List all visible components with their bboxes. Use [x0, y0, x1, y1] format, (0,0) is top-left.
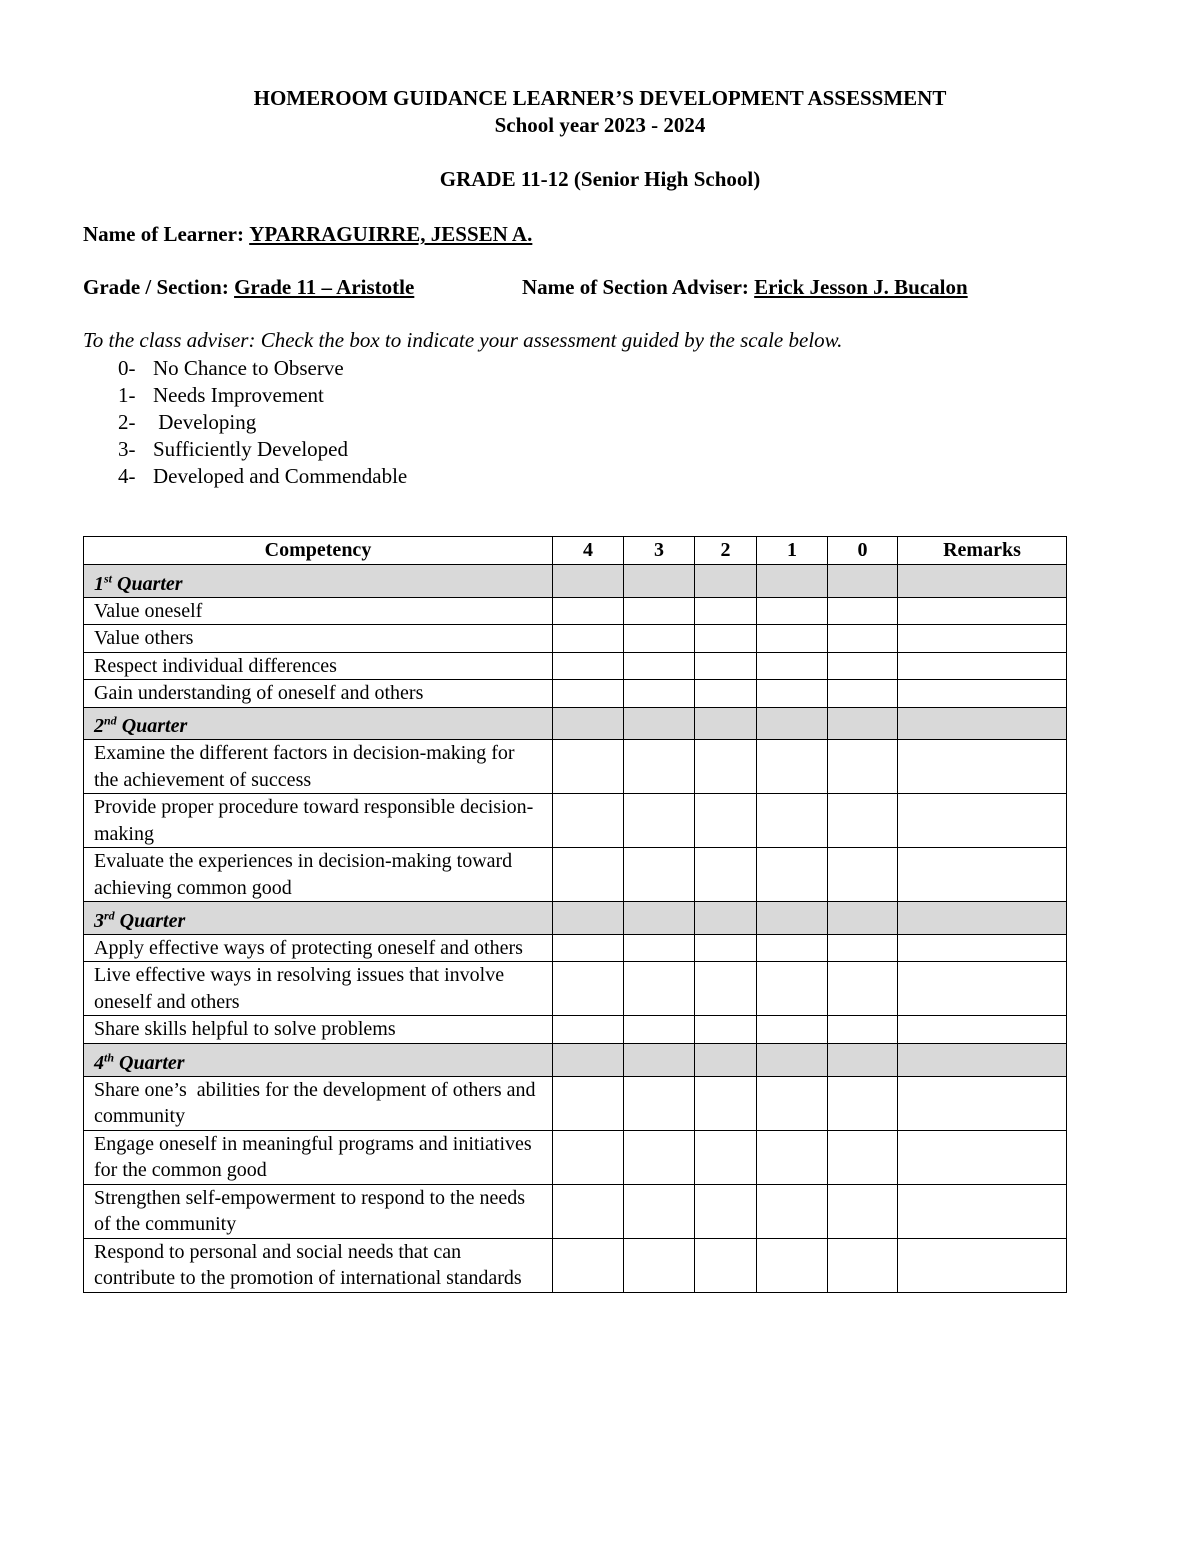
table-row — [84, 1076, 1067, 1130]
rating-checkbox-cell-0[interactable] — [828, 1184, 898, 1238]
quarter-empty-cell — [757, 565, 828, 598]
quarter-heading — [94, 715, 187, 737]
rating-checkbox-cell-4[interactable] — [553, 1238, 624, 1292]
quarter-text: Quarter — [112, 572, 183, 595]
quarter-empty-cell — [898, 1043, 1067, 1076]
rating-checkbox-cell-0[interactable] — [828, 848, 898, 902]
instructions: To the class adviser: Check the box to indicate your assessment guided by the scale below. — [83, 328, 843, 352]
rating-checkbox-cell-1[interactable] — [757, 740, 828, 794]
header-competency: Competency — [84, 537, 553, 565]
rating-checkbox-cell-3[interactable] — [624, 848, 695, 902]
rating-checkbox-cell-4[interactable] — [553, 597, 624, 625]
quarter-label — [84, 902, 553, 935]
remarks-cell[interactable] — [898, 934, 1067, 962]
quarter-empty-cell — [757, 1043, 828, 1076]
rating-checkbox-cell-2[interactable] — [695, 625, 757, 653]
rating-checkbox-cell-3[interactable] — [624, 625, 695, 653]
rating-checkbox-cell-0[interactable] — [828, 1076, 898, 1130]
table-row — [84, 680, 1067, 708]
quarter-row — [84, 565, 1067, 598]
quarter-ordinal: 3 — [94, 909, 104, 932]
rating-checkbox-cell-4[interactable] — [553, 1016, 624, 1044]
quarter-empty-cell — [898, 565, 1067, 598]
competency-cell: Apply effective ways of protecting oneself and others — [84, 934, 553, 962]
school-year: School year 2023 - 2024 — [494, 113, 706, 137]
rating-checkbox-cell-1[interactable] — [757, 1238, 828, 1292]
quarter-row — [84, 1043, 1067, 1076]
scale-label: No Chance to Observe — [153, 356, 344, 380]
competency-cell: Engage oneself in meaningful programs and initiatives for the common good — [84, 1130, 553, 1184]
document-title: HOMEROOM GUIDANCE LEARNER’S DEVELOPMENT ASSESSMENT — [253, 86, 947, 110]
rating-checkbox-cell-2[interactable] — [695, 1076, 757, 1130]
quarter-empty-cell — [553, 1043, 624, 1076]
rating-checkbox-cell-3[interactable] — [624, 1238, 695, 1292]
rating-checkbox-cell-4[interactable] — [553, 934, 624, 962]
rating-checkbox-cell-1[interactable] — [757, 962, 828, 1016]
scale-number: 1- — [118, 383, 136, 407]
remarks-cell[interactable] — [898, 652, 1067, 680]
table-row — [84, 1016, 1067, 1044]
header-rating-0: 0 — [828, 537, 898, 565]
header-rating-2: 2 — [695, 537, 757, 565]
rating-checkbox-cell-2[interactable] — [695, 597, 757, 625]
rating-checkbox-cell-0[interactable] — [828, 962, 898, 1016]
remarks-cell[interactable] — [898, 625, 1067, 653]
rating-checkbox-cell-3[interactable] — [624, 1016, 695, 1044]
rating-checkbox-cell-3[interactable] — [624, 1076, 695, 1130]
scale-item — [118, 463, 407, 490]
remarks-cell[interactable] — [898, 794, 1067, 848]
rating-checkbox-cell-4[interactable] — [553, 1076, 624, 1130]
quarter-text: Quarter — [116, 715, 188, 738]
quarter-empty-cell — [624, 902, 695, 935]
scale-item — [118, 436, 407, 463]
adviser-value: Erick Jesson J. Bucalon — [754, 275, 968, 299]
remarks-cell[interactable] — [898, 740, 1067, 794]
rating-checkbox-cell-1[interactable] — [757, 652, 828, 680]
rating-checkbox-cell-2[interactable] — [695, 1130, 757, 1184]
remarks-cell[interactable] — [898, 962, 1067, 1016]
table-row — [84, 740, 1067, 794]
competency-cell: Respect individual differences — [84, 652, 553, 680]
scale-number: 0- — [118, 356, 136, 380]
table-row — [84, 794, 1067, 848]
table-row — [84, 652, 1067, 680]
quarter-label — [84, 707, 553, 740]
rating-checkbox-cell-2[interactable] — [695, 1184, 757, 1238]
grade-level: GRADE 11-12 (Senior High School) — [439, 167, 761, 191]
table-row — [84, 962, 1067, 1016]
rating-checkbox-cell-0[interactable] — [828, 597, 898, 625]
rating-checkbox-cell-1[interactable] — [757, 794, 828, 848]
quarter-empty-cell — [757, 902, 828, 935]
rating-checkbox-cell-3[interactable] — [624, 740, 695, 794]
rating-checkbox-cell-2[interactable] — [695, 848, 757, 902]
quarter-empty-cell — [757, 707, 828, 740]
rating-checkbox-cell-2[interactable] — [695, 1016, 757, 1044]
quarter-label — [84, 565, 553, 598]
section-label: Grade / Section: — [83, 275, 229, 299]
table-row — [84, 625, 1067, 653]
competency-cell: Value others — [84, 625, 553, 653]
rating-checkbox-cell-4[interactable] — [553, 740, 624, 794]
section-line — [83, 275, 414, 300]
rating-checkbox-cell-0[interactable] — [828, 740, 898, 794]
competency-cell: Provide proper procedure toward responsible decision-making — [84, 794, 553, 848]
table-row — [84, 848, 1067, 902]
scale-number: 4- — [118, 464, 136, 488]
competency-cell: Share skills helpful to solve problems — [84, 1016, 553, 1044]
rating-checkbox-cell-1[interactable] — [757, 680, 828, 708]
quarter-ordinal-suffix: nd — [104, 713, 117, 728]
competency-cell: Respond to personal and social needs that can contribute to the promotion of international standards — [84, 1238, 553, 1292]
rating-checkbox-cell-1[interactable] — [757, 597, 828, 625]
rating-checkbox-cell-2[interactable] — [695, 740, 757, 794]
rating-checkbox-cell-2[interactable] — [695, 680, 757, 708]
quarter-empty-cell — [695, 707, 757, 740]
table-header-row — [84, 537, 1067, 565]
rating-checkbox-cell-0[interactable] — [828, 1016, 898, 1044]
competency-cell: Strengthen self-empowerment to respond to the needs of the community — [84, 1184, 553, 1238]
remarks-cell[interactable] — [898, 597, 1067, 625]
rating-checkbox-cell-2[interactable] — [695, 934, 757, 962]
quarter-ordinal: 1 — [94, 572, 104, 595]
table-row — [84, 934, 1067, 962]
quarter-heading — [94, 573, 183, 595]
learner-name-value: YPARRAGUIRRE, JESSEN A. — [249, 222, 533, 246]
scale-item — [118, 409, 407, 436]
rating-checkbox-cell-3[interactable] — [624, 680, 695, 708]
quarter-heading — [94, 1049, 185, 1074]
rating-checkbox-cell-1[interactable] — [757, 1130, 828, 1184]
quarter-ordinal: 4 — [94, 1051, 104, 1074]
competency-cell: Evaluate the experiences in decision-making toward achieving common good — [84, 848, 553, 902]
learner-name-label: Name of Learner: — [83, 222, 244, 246]
competency-cell: Examine the different factors in decision-making for the achievement of success — [84, 740, 553, 794]
rating-checkbox-cell-1[interactable] — [757, 1184, 828, 1238]
quarter-ordinal-suffix: th — [104, 1049, 115, 1064]
scale-item — [118, 355, 407, 382]
rating-checkbox-cell-3[interactable] — [624, 652, 695, 680]
quarter-ordinal-suffix: rd — [104, 908, 115, 923]
competency-cell: Value oneself — [84, 597, 553, 625]
quarter-heading — [94, 910, 185, 932]
quarter-empty-cell — [624, 707, 695, 740]
scale-number: 3- — [118, 437, 136, 461]
quarter-empty-cell — [553, 902, 624, 935]
section-value: Grade 11 – Aristotle — [234, 275, 415, 299]
rating-checkbox-cell-4[interactable] — [553, 1184, 624, 1238]
quarter-empty-cell — [898, 902, 1067, 935]
scale-label: Developed and Commendable — [153, 464, 408, 488]
quarter-row — [84, 902, 1067, 935]
quarter-empty-cell — [695, 1043, 757, 1076]
remarks-cell[interactable] — [898, 1130, 1067, 1184]
quarter-text: Quarter — [114, 1051, 185, 1074]
remarks-cell[interactable] — [898, 1076, 1067, 1130]
rating-checkbox-cell-0[interactable] — [828, 625, 898, 653]
quarter-empty-cell — [898, 707, 1067, 740]
table-row — [84, 1184, 1067, 1238]
rating-scale — [118, 355, 407, 490]
rating-checkbox-cell-4[interactable] — [553, 625, 624, 653]
competency-cell: Gain understanding of oneself and others — [84, 680, 553, 708]
rating-checkbox-cell-4[interactable] — [553, 652, 624, 680]
rating-checkbox-cell-2[interactable] — [695, 962, 757, 1016]
remarks-cell[interactable] — [898, 1016, 1067, 1044]
learner-name-line — [83, 222, 532, 247]
quarter-empty-cell — [828, 1043, 898, 1076]
rating-checkbox-cell-0[interactable] — [828, 934, 898, 962]
adviser-label: Name of Section Adviser: — [522, 275, 749, 299]
rating-checkbox-cell-3[interactable] — [624, 1184, 695, 1238]
rating-checkbox-cell-4[interactable] — [553, 1130, 624, 1184]
rating-checkbox-cell-4[interactable] — [553, 962, 624, 1016]
rating-checkbox-cell-1[interactable] — [757, 1076, 828, 1130]
quarter-text: Quarter — [114, 909, 186, 932]
rating-checkbox-cell-3[interactable] — [624, 1130, 695, 1184]
scale-label: Developing — [153, 410, 257, 434]
quarter-empty-cell — [624, 565, 695, 598]
header-remarks: Remarks — [898, 537, 1067, 565]
header-rating-4: 4 — [553, 537, 624, 565]
rating-checkbox-cell-2[interactable] — [695, 794, 757, 848]
rating-checkbox-cell-2[interactable] — [695, 1238, 757, 1292]
rating-checkbox-cell-1[interactable] — [757, 625, 828, 653]
assessment-table — [83, 536, 1067, 1293]
quarter-empty-cell — [553, 707, 624, 740]
rating-checkbox-cell-3[interactable] — [624, 597, 695, 625]
remarks-cell[interactable] — [898, 848, 1067, 902]
quarter-empty-cell — [695, 565, 757, 598]
remarks-cell[interactable] — [898, 680, 1067, 708]
rating-checkbox-cell-4[interactable] — [553, 794, 624, 848]
scale-number: 2- — [118, 410, 136, 434]
table-row — [84, 597, 1067, 625]
quarter-empty-cell — [828, 902, 898, 935]
quarter-ordinal: 2 — [94, 715, 104, 738]
header-rating-3: 3 — [624, 537, 695, 565]
rating-checkbox-cell-0[interactable] — [828, 680, 898, 708]
quarter-label — [84, 1043, 553, 1076]
rating-checkbox-cell-0[interactable] — [828, 652, 898, 680]
competency-cell: Share one’s abilities for the development of others and community — [84, 1076, 553, 1130]
adviser-line — [522, 275, 968, 300]
scale-label: Sufficiently Developed — [153, 437, 348, 461]
quarter-empty-cell — [828, 565, 898, 598]
rating-checkbox-cell-0[interactable] — [828, 794, 898, 848]
rating-checkbox-cell-1[interactable] — [757, 1016, 828, 1044]
table-row — [84, 1130, 1067, 1184]
scale-item — [118, 382, 407, 409]
remarks-cell[interactable] — [898, 1184, 1067, 1238]
quarter-empty-cell — [828, 707, 898, 740]
rating-checkbox-cell-4[interactable] — [553, 680, 624, 708]
remarks-cell[interactable] — [898, 1238, 1067, 1292]
rating-checkbox-cell-0[interactable] — [828, 1238, 898, 1292]
header-rating-1: 1 — [757, 537, 828, 565]
quarter-ordinal-suffix: st — [104, 571, 113, 585]
rating-checkbox-cell-4[interactable] — [553, 848, 624, 902]
rating-checkbox-cell-0[interactable] — [828, 1130, 898, 1184]
table-row — [84, 1238, 1067, 1292]
quarter-empty-cell — [695, 902, 757, 935]
competency-cell: Live effective ways in resolving issues that involve oneself and others — [84, 962, 553, 1016]
quarter-empty-cell — [553, 565, 624, 598]
rating-checkbox-cell-1[interactable] — [757, 848, 828, 902]
quarter-row — [84, 707, 1067, 740]
rating-checkbox-cell-1[interactable] — [757, 934, 828, 962]
rating-checkbox-cell-3[interactable] — [624, 962, 695, 1016]
rating-checkbox-cell-3[interactable] — [624, 794, 695, 848]
quarter-empty-cell — [624, 1043, 695, 1076]
rating-checkbox-cell-3[interactable] — [624, 934, 695, 962]
scale-label: Needs Improvement — [153, 383, 324, 407]
rating-checkbox-cell-2[interactable] — [695, 652, 757, 680]
